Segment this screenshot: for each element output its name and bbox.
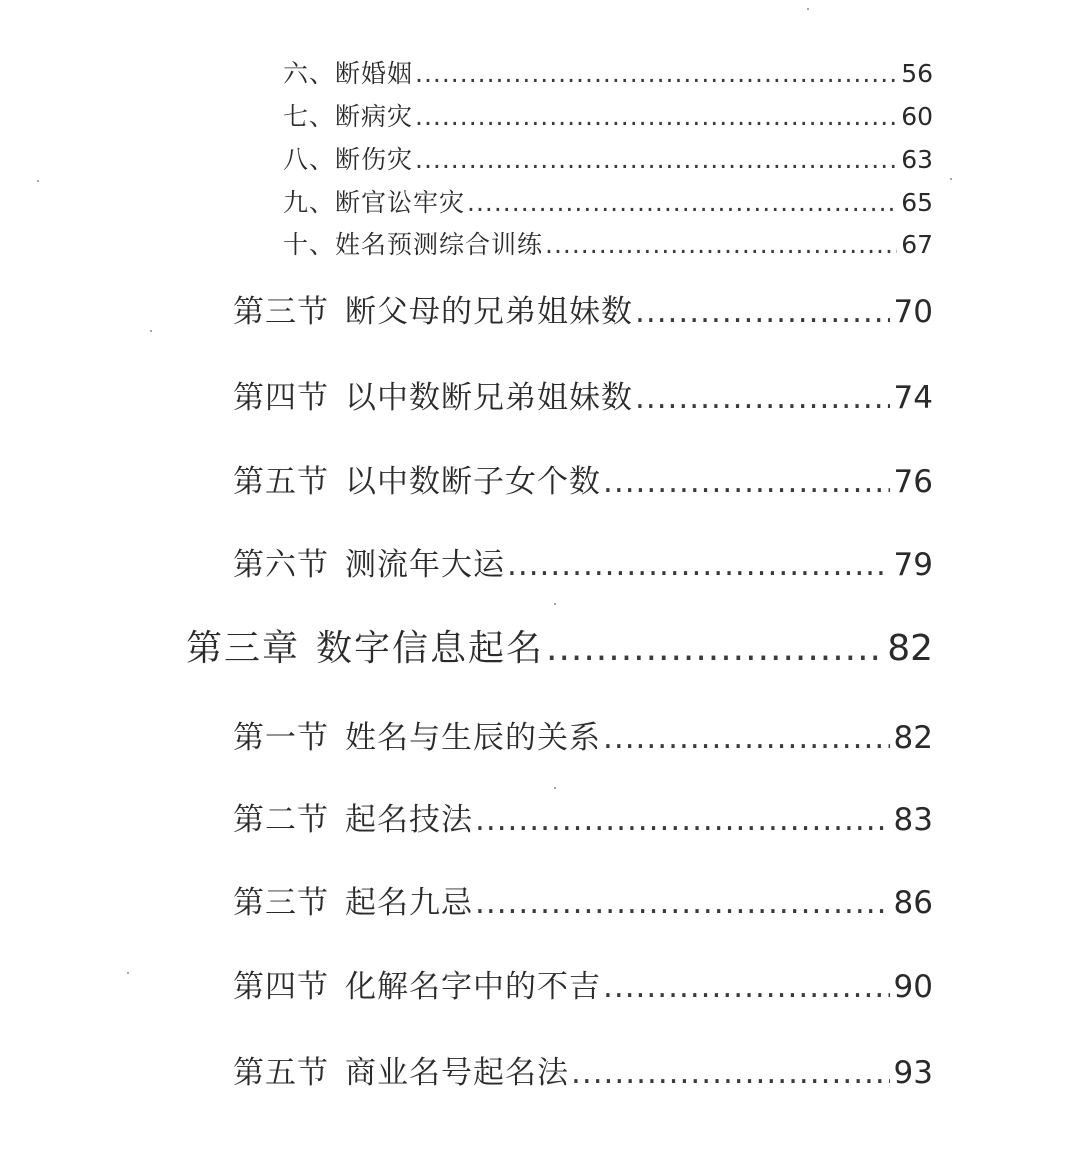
toc-page-number: 86 <box>893 885 933 921</box>
toc-section <box>233 961 933 1006</box>
toc-page-number: 70 <box>893 294 933 330</box>
toc-page-number: 83 <box>893 802 933 838</box>
toc-item <box>283 225 933 261</box>
dot-leader <box>475 885 890 921</box>
scan-speck <box>150 330 152 332</box>
chapter-title: 数字信息起名 <box>316 628 545 669</box>
toc-page-number: 74 <box>893 380 933 416</box>
dot-leader <box>603 464 890 500</box>
toc-section-label <box>233 961 601 1006</box>
toc-section <box>233 456 933 501</box>
toc-item-label: 九、断官讼牢灾 <box>283 188 466 217</box>
section-number: 第三节 <box>233 294 329 330</box>
toc-item-label: 八、断伤灾 <box>283 145 414 174</box>
toc-section-label <box>233 712 601 757</box>
toc-section <box>233 877 933 922</box>
toc-page-number: 82 <box>887 628 933 669</box>
section-title: 起名九忌 <box>345 885 473 921</box>
dot-leader <box>415 59 897 88</box>
toc-section <box>233 1047 933 1092</box>
dot-leader <box>603 720 890 756</box>
dot-leader <box>415 102 897 131</box>
section-number: 第四节 <box>233 969 329 1005</box>
toc-section <box>233 539 933 584</box>
toc-item-label: 六、断婚姻 <box>283 59 414 88</box>
toc-section-label <box>233 286 633 331</box>
toc-page-number: 60 <box>901 102 933 131</box>
toc-item-label: 十、姓名预测综合训练 <box>283 230 544 259</box>
toc-section-label <box>233 1047 569 1092</box>
dot-leader <box>635 380 890 416</box>
scan-speck <box>807 8 809 10</box>
toc-item-label: 七、断病灾 <box>283 102 414 131</box>
dot-leader <box>603 969 890 1005</box>
toc-section-label <box>233 372 633 417</box>
section-title: 姓名与生辰的关系 <box>345 720 601 756</box>
section-number: 第六节 <box>233 547 329 583</box>
scan-speck <box>950 178 952 180</box>
dot-leader <box>507 547 890 583</box>
toc-page-number: 67 <box>901 230 933 259</box>
section-title: 测流年大运 <box>345 547 505 583</box>
toc-item <box>283 140 933 176</box>
toc-page-number: 79 <box>893 547 933 583</box>
toc-page-number: 65 <box>901 188 933 217</box>
toc-section <box>233 794 933 839</box>
section-title: 商业名号起名法 <box>345 1055 569 1091</box>
dot-leader <box>545 230 897 259</box>
dot-leader <box>475 802 890 838</box>
toc-chapter-label <box>186 620 544 671</box>
dot-leader <box>571 1055 890 1091</box>
toc-item <box>283 54 933 90</box>
toc-section <box>233 712 933 757</box>
toc-item <box>283 97 933 133</box>
dot-leader <box>415 145 897 174</box>
section-title: 化解名字中的不吉 <box>345 969 601 1005</box>
section-title: 以中数断子女个数 <box>345 464 601 500</box>
dot-leader <box>635 294 890 330</box>
scan-speck <box>554 787 556 789</box>
section-title: 起名技法 <box>345 802 473 838</box>
section-number: 第二节 <box>233 802 329 838</box>
section-title: 断父母的兄弟姐妹数 <box>345 294 633 330</box>
toc-section-label <box>233 539 505 584</box>
toc-page-number: 90 <box>893 969 933 1005</box>
section-number: 第三节 <box>233 885 329 921</box>
chapter-number: 第三章 <box>186 628 301 669</box>
section-number: 第五节 <box>233 1055 329 1091</box>
scan-speck <box>554 603 556 605</box>
toc-item <box>283 183 933 219</box>
toc-section-label <box>233 877 473 922</box>
scan-speck <box>37 180 39 182</box>
toc-page-number: 93 <box>893 1055 933 1091</box>
section-number: 第一节 <box>233 720 329 756</box>
toc-section-label <box>233 794 473 839</box>
section-number: 第四节 <box>233 380 329 416</box>
toc-page-number: 56 <box>901 59 933 88</box>
dot-leader <box>467 188 897 217</box>
toc-section <box>233 286 933 331</box>
toc-section <box>233 372 933 417</box>
toc-page-number: 76 <box>893 464 933 500</box>
section-number: 第五节 <box>233 464 329 500</box>
toc-page-number: 82 <box>893 720 933 756</box>
toc-chapter <box>186 620 933 671</box>
section-title: 以中数断兄弟姐妹数 <box>345 380 633 416</box>
dot-leader <box>546 628 883 669</box>
toc-section-label <box>233 456 601 501</box>
scan-speck <box>127 972 129 974</box>
toc-page-number: 63 <box>901 145 933 174</box>
